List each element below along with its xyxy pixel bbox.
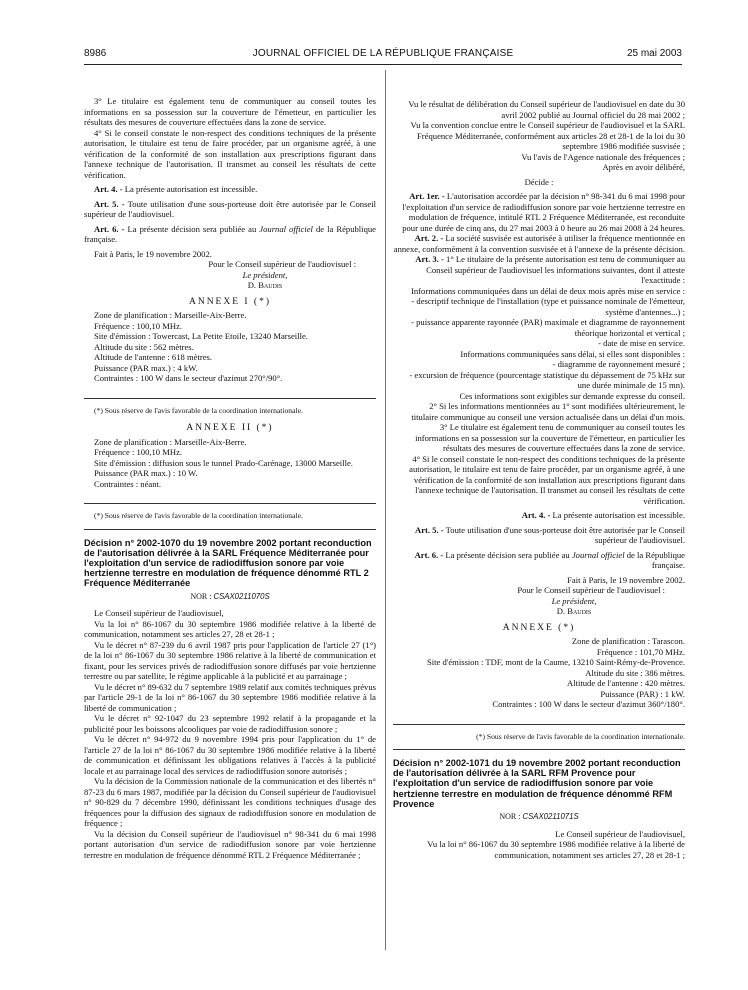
- annexe-1-list: [84, 310, 376, 384]
- journal-officiel-ref: Journal officiel: [571, 549, 625, 560]
- visa-paragraph: Vu le décret n° 94-972 du 9 novembre 1994 pris pour l'application du 1° de l'article 27 de la loi n° 86-1067 du 30 septembre 1986 modifiée relative à la liberté de communication et définissant les obligations relatives à l'accès à la publicité locale et au parrainage local des services de radiodiffusion sonore autorisés ;: [84, 734, 376, 776]
- annexe-1-title: ANNEXE I (*): [188, 296, 272, 307]
- article-text: La présente autorisation est incessible.: [122, 184, 258, 194]
- header-rule: [84, 64, 682, 65]
- footnote: (*) Sous réserve de l'avis favorable de la coordination internationale.: [94, 405, 303, 415]
- annexe-line: Altitude de l'antenne : 618 mètres.: [94, 352, 213, 362]
- visa-paragraph: Vu la décision du Conseil supérieur de l'audiovisuel n° 98-341 du 6 mai 1998 portant autorisation d'un service de radiodiffusion sonore par voie hertzienne terrestre en modulation de fréquence dénommé RTL 2 Fréquence Méditerranée ;: [84, 828, 376, 860]
- page-number: 8986: [84, 48, 107, 59]
- article-6: [84, 224, 376, 245]
- footnote: (*) Sous réserve de l'avis favorable de la coordination internationale.: [94, 511, 303, 520]
- list-item: - excursion de fréquence (pourcentage statistique du dépassement de 75 kHz sur une durée minimale de 15 mn).: [409, 369, 685, 390]
- journal-officiel-ref: Journal officiel: [259, 223, 313, 234]
- article-text: de la République française.: [84, 223, 376, 244]
- signing-place-date: Fait à Paris, le 19 novembre 2002.: [94, 248, 212, 259]
- annexe-line: Site d'émission : diffusion sous le tunnel Prado-Carénage, 13000 Marseille.: [94, 457, 353, 468]
- annexe-line: Fréquence : 100,10 MHz.: [94, 320, 183, 331]
- annexe-line: Zone de planification : Tarascon.: [571, 636, 685, 646]
- annexe-line: Altitude de l'antenne : 420 mètres.: [566, 678, 685, 688]
- signatory-title: Le président,: [242, 269, 288, 280]
- signatory-name: D. Baudis: [556, 606, 592, 616]
- annexe-line: Altitude du site : 562 mètres.: [94, 341, 194, 352]
- annexe-line: Contraintes : 100 W dans le secteur d'azimut 360°/180°.: [492, 699, 685, 709]
- paragraph: 2° Si les informations mentionnées au 1° sont modifiées ultérieurement, le titulaire communique au conseil une version actualisée dans un délai d'un mois.: [411, 401, 685, 422]
- article-label: Art. 4. -: [94, 184, 123, 194]
- info-list-2: [393, 359, 685, 391]
- signatory-name: D. Baudis: [247, 280, 283, 290]
- annexe-line: Site d'émission : Towercast, La Petite Etoile, 13240 Marseille.: [94, 331, 308, 341]
- info-heading: Informations communiquées sans délai, si elles sont disponibles :: [460, 348, 685, 359]
- article-text: La société susvisée est autorisée à utiliser la fréquence mentionnée en annexe, conformément à la convention susvisée et à l'annexe de la présente décision.: [393, 233, 685, 254]
- nor-code: CSAX0211071S: [522, 812, 579, 822]
- annexe-2-list: [84, 437, 376, 490]
- annexe-line: Contraintes : 100 W dans le secteur d'azimut 270°/90°.: [94, 373, 283, 383]
- article-6: [393, 550, 685, 571]
- signing-place-date: Fait à Paris, le 19 novembre 2002.: [567, 574, 685, 585]
- list-item: - descriptif technique de l'installation (type et puissance nominale de l'émetteur, système d'antennes...) ;: [411, 296, 685, 317]
- article-label: Art. 6. -: [94, 223, 125, 234]
- decide-heading: Décide :: [524, 176, 554, 187]
- article-text: La présente décision sera publiée au: [443, 549, 572, 560]
- list-item: - date de mise en service.: [598, 338, 685, 348]
- separator: [84, 503, 376, 504]
- issue-date: 25 mai 2003: [626, 48, 682, 59]
- annexe-line: Site d'émission : TDF, mont de la Caume, 13210 Saint-Rémy-de-Provence.: [426, 657, 685, 667]
- visa-paragraph: Après en avoir délibéré,: [602, 162, 685, 172]
- visa-paragraph: Le Conseil supérieur de l'audiovisuel,: [555, 828, 685, 839]
- paragraph: 4° Si le conseil constate le non-respect des conditions techniques de la présente autorisation, le titulaire est tenu de faire procéder, par un organisme agréé, à une vérification de la conformité de son installation aux prescriptions figurant dans l'annexe technique de l'autorisation. Il transmet au conseil les résultats de cette vérification.: [409, 453, 685, 506]
- article-1: [393, 191, 685, 233]
- list-item: - diagramme de rayonnement mesuré ;: [552, 359, 685, 369]
- article-3: [393, 254, 685, 286]
- annexe-line: Altitude du site : 386 mètres.: [585, 667, 685, 678]
- visa-paragraph: Vu la décision de la Commission nationale de la communication et des libertés n° 87-23 du 6 mars 1987, modifiée par la décision du Conseil supérieur de l'audiovisuel n° 90-829 du 7 décembre 1990, définissant les conditions techniques d'usage des fréquences pour la diffusion des signaux de radiodiffusion sonore en modulation de fréquence ;: [84, 776, 376, 829]
- nor-label: NOR :: [499, 812, 523, 822]
- decision-body: [393, 829, 685, 861]
- article-label: Art. 1er. -: [409, 191, 445, 201]
- article-2: [393, 233, 685, 254]
- decision-title: Décision n° 2002-1070 du 19 novembre 2002 portant reconduction de l'autorisation délivrée à la SARL Fréquence Méditerranée pour l'exploitation d'un service de radiodiffusion sonore par voie hertzienne terrestre en modulation de fréquence dénommé RTL 2 Fréquence Méditerranée: [84, 537, 372, 589]
- article-text: Toute utilisation d'une sous-porteuse doit être autorisée par le Conseil supérieur de l'audiovisuel.: [443, 524, 685, 545]
- visa-paragraph: Vu la convention conclue entre le Conseil supérieur de l'audiovisuel et la SARL Fréquence Méditerranée, conformément aux articles 28 et 28-1 de la loi du 30 septembre 1986 modifiée susvisée ;: [410, 120, 685, 151]
- left-column: [84, 96, 376, 860]
- article-text: Toute utilisation d'une sous-porteuse doit être autorisée par le Conseil supérieur de l'audiovisuel.: [84, 198, 376, 219]
- decision-title: Décision n° 2002-1071 du 19 novembre 2002 portant reconduction de l'autorisation délivrée à la SARL RFM Provence pour l'exploitation d'un service de radiodiffusion sonore par voie hertzienne terrestre en modulation de fréquence dénommé RFM Provence: [393, 758, 681, 809]
- list-item: - puissance apparente rayonnée (PAR) maximale et diagramme de rayonnement théorique horizontal et vertical ;: [411, 317, 685, 338]
- annexe-line: Zone de planification : Marseille-Aix-Berre.: [94, 436, 247, 447]
- nor-label: NOR :: [190, 591, 214, 601]
- article-text: L'autorisation accordée par la décision n° 98-341 du 6 mai 1998 pour l'exploitation d'un service de radiodiffusion sonore par voie hertzienne terrestre en modulation de fréquence, intitulé RTL 2 Fréquence Méditerranée, est reconduite pour une durée de cinq ans, du 27 mai 2003 à 0 heure au 26 mai 2008 à 24 heures.: [402, 191, 685, 233]
- signing-authority: Pour le Conseil supérieur de l'audiovisuel :: [208, 259, 356, 269]
- footnote: (*) Sous réserve de l'avis favorable de la coordination internationale.: [476, 731, 685, 741]
- separator: [393, 749, 685, 750]
- article-text: de la République française.: [624, 549, 685, 570]
- annexe-line: Contraintes : néant.: [94, 478, 162, 489]
- article-label: Art. 4. -: [521, 510, 551, 520]
- separator: [393, 724, 685, 725]
- annexe-line: Fréquence : 100,10 MHz.: [94, 447, 183, 457]
- article-4: [393, 510, 685, 521]
- visa-paragraph: Vu le décret n° 87-239 du 6 avril 1987 pris pour l'application de l'article 27 (1°) de la loi n° 86-1067 du 30 septembre 1986 relative à la liberté de communication et fixant, pour les services privés de radiodiffusion sonore diffusés par voie hertzienne terrestre ou par satellite, le régime applicable à la publicité et au parrainage ;: [84, 639, 376, 682]
- article-label: Art. 5. -: [94, 198, 125, 209]
- article-text: La présente autorisation est incessible.: [550, 510, 685, 520]
- info-list-1: [393, 296, 685, 349]
- article-5: [393, 525, 685, 546]
- info-heading: Informations communiquées dans un délai de deux mois après mise en service :: [411, 285, 685, 296]
- signing-authority: Pour le Conseil supérieur de l'audiovisuel :: [517, 585, 665, 595]
- annexe-line: Zone de planification : Marseille-Aix-Berre.: [94, 310, 247, 320]
- annexe-line: Puissance (PAR max.) : 10 W.: [94, 468, 198, 478]
- annexe-list: [393, 636, 685, 710]
- paragraph: 3° Le titulaire est également tenu de communiquer au conseil toutes les informations en sa possession sur la couverture de l'émetteur, en particulier les résultats des mesures de couverture effectuées dans la zone de service.: [84, 96, 376, 127]
- visa-paragraph: Vu la loi n° 86-1067 du 30 septembre 1986 modifiée relative à la liberté de communication, notamment ses articles 27, 28 et 28-1 ;: [427, 839, 685, 860]
- annexe-line: Puissance (PAR) : 1 kW.: [600, 688, 685, 699]
- journal-title: JOURNAL OFFICIEL DE LA RÉPUBLIQUE FRANÇAISE: [252, 48, 514, 59]
- annexe-line: Fréquence : 101,70 MHz.: [596, 646, 685, 657]
- nor-reference: [393, 812, 685, 823]
- visa-paragraph: Vu le décret n° 89-632 du 7 septembre 1989 relatif aux comités techniques prévus par l'article 29-1 de la loi n° 86-1067 du 30 septembre 1986 modifiée relative à la liberté de communication ;: [84, 681, 376, 713]
- visa-paragraph: Vu la loi n° 86-1067 du 30 septembre 1986 modifiée relative à la liberté de communication, notamment ses articles 27, 28 et 28-1 ;: [84, 618, 376, 640]
- signatory-title: Le président,: [551, 595, 597, 606]
- article-4: [84, 184, 376, 195]
- visa-paragraph: Le Conseil supérieur de l'audiovisuel,: [94, 608, 224, 619]
- paragraph: 3° Le titulaire est également tenu de communiquer au conseil toutes les informations en sa possession sur la couverture de l'émetteur, en particulier les résultats des mesures de couverture effectuées dans la zone de service.: [415, 422, 685, 453]
- page-header: [84, 48, 682, 62]
- separator: [84, 529, 376, 530]
- article-text: 1° Le titulaire de la présente autorisation est tenu de communiquer au Conseil supérieur de l'audiovisuel les informations suivantes, dont il atteste l'exactitude :: [426, 254, 685, 285]
- visa-paragraph: Vu le décret n° 92-1047 du 23 septembre 1992 relatif à la propagande et la publicité pour les boissons alcooliques par voie de radiodiffusion sonore ;: [84, 713, 376, 734]
- annexe-2-title: ANNEXE II (*): [186, 423, 274, 433]
- intro-visas: [393, 99, 685, 173]
- article-label: Art. 6. -: [414, 549, 444, 560]
- article-label: Art. 5. -: [415, 524, 444, 535]
- nor-code: CSAX0211070S: [213, 591, 270, 601]
- visa-paragraph: Vu le résultat de délibération du Conseil supérieur de l'audiovisuel en date du 30 avril 2002 publié au Journal officiel du 28 mai 2002 ;: [408, 99, 685, 120]
- separator: [84, 398, 376, 399]
- annexe-line: Puissance (PAR max.) : 4 kW.: [94, 362, 198, 373]
- nor-reference: [84, 592, 376, 603]
- article-label: Art. 2. -: [414, 233, 444, 243]
- paragraph: Ces informations sont exigibles sur demande expresse du conseil.: [459, 390, 685, 401]
- visa-paragraph: Vu l'avis de l'Agence nationale des fréquences ;: [521, 151, 685, 162]
- article-label: Art. 3. -: [415, 254, 444, 264]
- paragraph: 4° Si le conseil constate le non-respect des conditions techniques de la présente autorisation, le titulaire est tenu de faire procéder, par un organisme agréé, à une vérification de la conformité de son installation aux prescriptions figurant dans l'annexe technique de l'autorisation. Il transmet au conseil les résultats de cette vérification.: [84, 127, 376, 180]
- column-divider: [385, 70, 386, 950]
- annexe-title: ANNEXE (*): [502, 622, 576, 633]
- article-5: [84, 199, 376, 220]
- article-text: La présente décision sera publiée au: [124, 223, 260, 234]
- decision-body: [84, 608, 376, 860]
- right-column: [393, 99, 685, 860]
